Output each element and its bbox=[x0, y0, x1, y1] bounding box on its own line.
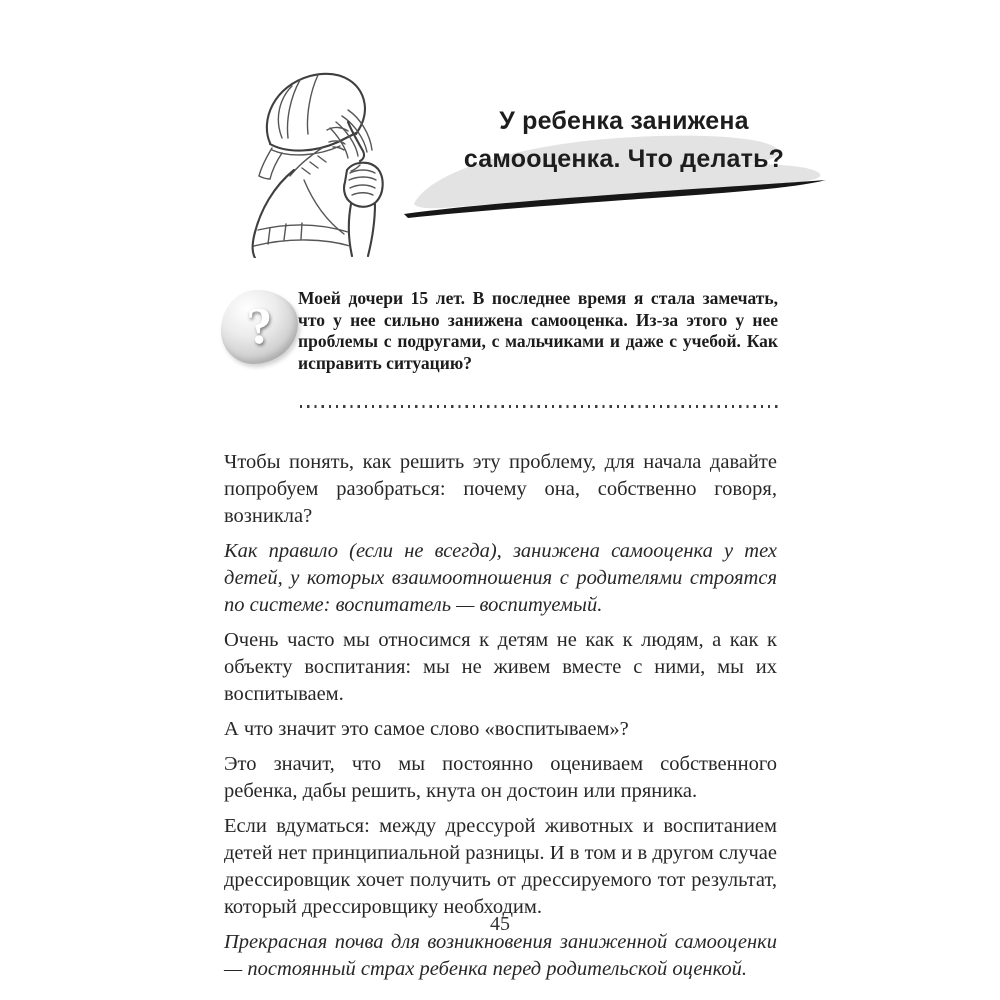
body-paragraph: Это значит, что мы постоянно оцениваем собственного ребенка, дабы решить, кнута он достоин или пряника. bbox=[224, 753, 777, 802]
question-mark-icon bbox=[221, 290, 298, 364]
body-paragraph: Если вдуматься: между дрессурой животных и воспитанием детей нет принципиальной разницы. И в том и в другом случае дрессировщик хочет получить от дрессируемого тот результат, который дрессировщику необходим. bbox=[224, 815, 777, 918]
pensive-woman-illustration bbox=[230, 58, 410, 258]
chapter-title-line2: самооценка. Что делать? bbox=[463, 145, 785, 173]
body-paragraph: Прекрасная почва для возникновения заниженной самооценки — постоянный страх ребенка перед родительской оценкой. bbox=[224, 931, 777, 980]
body-paragraph: Как правило (если не всегда), занижена самооценка у тех детей, у которых взаимоотношения с родителями строятся по системе: воспитатель — воспитуемый. bbox=[224, 540, 777, 616]
body-paragraph: Очень часто мы относимся к детям не как к людям, а как к объекту воспитания: мы не живем вместе с ними, мы их воспитываем. bbox=[224, 629, 777, 705]
page-number: 45 bbox=[490, 913, 510, 935]
dotted-separator bbox=[300, 405, 778, 408]
chapter-title-line1: У ребенка занижена bbox=[499, 107, 749, 135]
chapter-header bbox=[398, 88, 830, 230]
body-paragraph: Чтобы понять, как решить эту проблему, для начала давайте попробуем разобраться: почему она, собственно говоря, возникла? bbox=[224, 451, 777, 527]
question-text: Моей дочери 15 лет. В последнее время я стала замечать, что у нее сильно занижена самооценка. Из-за этого у нее проблемы с подругами, с мальчиками и даже с учебой. Как исправить ситуацию? bbox=[298, 288, 778, 373]
chapter-title bbox=[428, 102, 820, 178]
question-mark-glyph: ? bbox=[244, 297, 275, 356]
body-paragraph: А что значит это самое слово «воспитываем»? bbox=[224, 718, 629, 740]
body-text bbox=[224, 449, 777, 991]
